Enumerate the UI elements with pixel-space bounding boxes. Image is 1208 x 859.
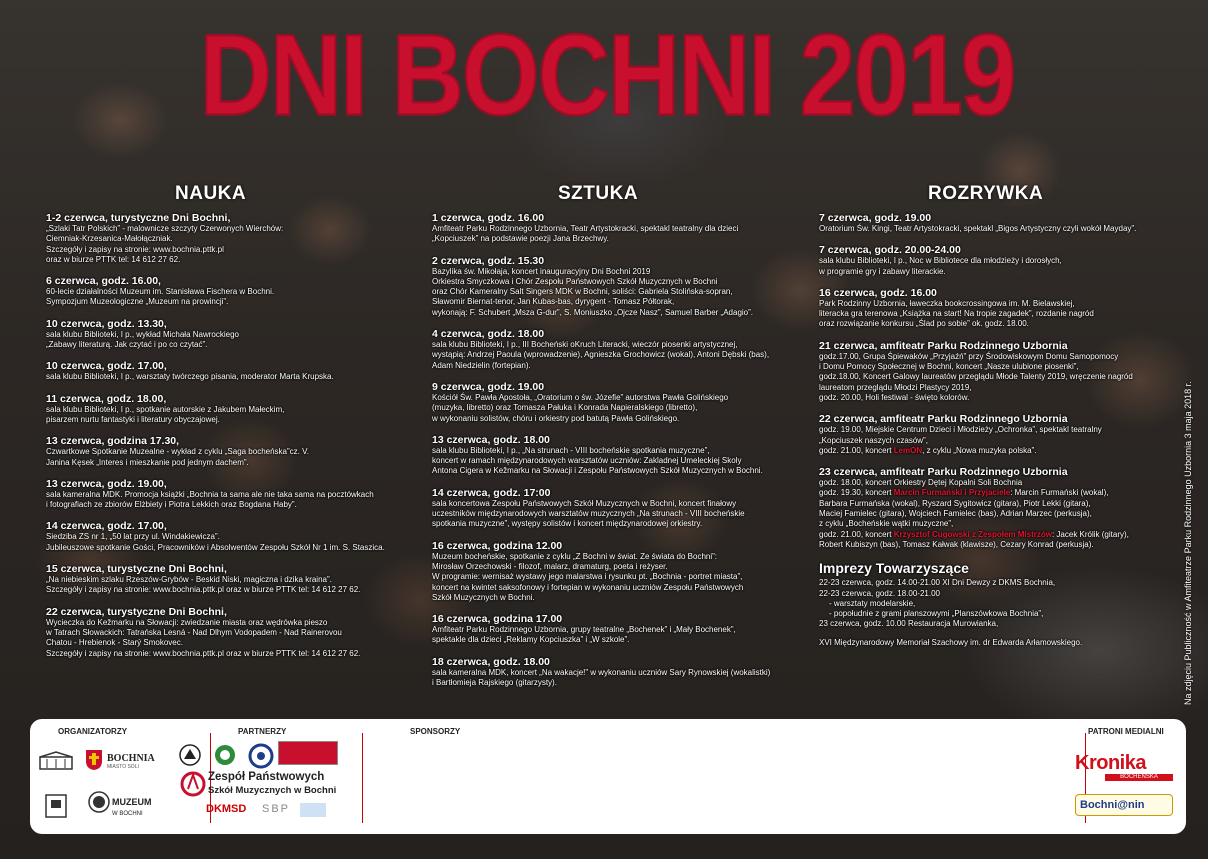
nauka-column (46, 212, 396, 669)
museum-logo-text: MUZEUM W BOCHNI (112, 797, 152, 817)
event-item (432, 328, 782, 371)
sponsors-heading: SPONSORZY (410, 727, 461, 736)
column-heading-sztuka: SZTUKA (558, 183, 639, 204)
event-date: 13 czerwca, godz. 18.00 (432, 433, 550, 446)
event-detail: Sławomir Biernat-tenor, Jan Kubas-bas, dyrygent - Tomasz Półtorak, (432, 297, 675, 307)
event-detail: oraz rozwiązanie konkursu „Ślad po sobie” ok. godz. 18.00. (819, 319, 1029, 329)
bochnia-crest-icon (85, 749, 103, 771)
event-detail: Szkół Muzycznych w Bochni. (432, 592, 535, 602)
event-detail: spektakle dla dzieci „Reklamy Kopciuszka” i „W szkole”. (432, 635, 630, 645)
event-date: 11 czerwca, godz. 18.00, (46, 392, 167, 405)
event-date: 16 czerwca, godzina 12.00 (432, 539, 563, 552)
event-item (46, 275, 396, 308)
bochnia-city-logo: BOCHNIA MIASTO SOLI (85, 749, 170, 773)
event-detail: sala kameralna MDK. Promocja książki „Bochnia ta sama ale nie taka sama na pocztówkach (46, 489, 374, 499)
sztuka-column (432, 212, 782, 698)
partner-badge-icon (178, 743, 202, 767)
event-detail: wystąpią: Andrzej Paoula (wprowadzenie), Agnieszka Grochowicz (wokal), Antoni Dębski (bas), (432, 350, 770, 360)
event-detail: Amfiteatr Parku Rodzinnego Uzbornia, Teatr Artystokracki, spektakl teatralny dla dzieci (432, 224, 739, 233)
event-detail: Siedziba ZS nr 1, „50 lat przy ul. Windakiewicza”. (46, 532, 220, 542)
event-item (819, 244, 1164, 277)
event-detail: 60-lecie działalności Muzeum im. Stanisława Fischera w Bochni. (46, 287, 275, 297)
event-date: 1 czerwca, godz. 16.00 (432, 212, 545, 224)
event-detail: uczestników międzynarodowych warsztatów muzycznych „Na strunach - VIII bocheńskie (432, 509, 745, 519)
partner-blue-logo-icon (248, 743, 274, 769)
event-date: 10 czerwca, godz. 13.30, (46, 317, 167, 330)
event-detail: Park Rodzinny Uzbornia, ławeczka bookcrossingowa im. M. Bielawskiej, (819, 298, 1075, 308)
event-detail: z cyklu „Bocheńskie wątki muzyczne”, (819, 519, 954, 529)
extras-line: 22-23 czerwca, godz. 18.00-21.00 (819, 588, 940, 598)
event-detail: literacka gra terenowa „Książka na start! Na tropie zagadek”, rozdanie nagród (819, 309, 1094, 319)
highlighted-performer: LemON (893, 445, 923, 455)
event-detail: Szczegóły i zapisy na stronie: www.bochnia.pttk.pl oraz w biurze PTTK tel: 14 612 27 62. (46, 648, 361, 658)
kronika-bochenska-logo: Kronika BOCHEŃSKA (1075, 752, 1173, 780)
event-detail: Szczegóły i zapisy na stronie: www.bochnia.pttk.pl oraz w biurze PTTK tel: 14 612 27 62. (46, 585, 361, 595)
event-item (432, 212, 782, 245)
event-detail: Robert Kubiszyn (bas), Tomasz Kałwak (klawisze), Cezary Konrad (perkusja). (819, 539, 1094, 549)
event-detail: „Na niebieskim szlaku Rzeszów-Grybów - Beskid Niski, magiczna i dzika kraina”. (46, 575, 332, 585)
event-detail: godz. 18.00, koncert Orkiestry Dętej Kopalni Soli Bochnia (819, 478, 1023, 488)
event-detail: Adam Niedzielin (fortepian). (432, 360, 531, 370)
event-item (46, 435, 396, 468)
event-detail: „Kopciuszek” na podstawie poezji Jana Brzechwy. (432, 234, 609, 244)
event-detail: godz.18.00, Koncert Galowy laureatów przeglądu Młode Talenty 2019, wręczenie nagród (819, 372, 1133, 382)
organizers-heading: ORGANIZATORZY (58, 727, 128, 736)
column-heading-nauka: NAUKA (175, 183, 247, 204)
event-item (46, 478, 396, 511)
event-detail: godz. 20.00, Holi festiwal - święto kolorów. (819, 392, 970, 402)
highlighted-performer: Marcin Furmański i Przyjaciele (893, 488, 1011, 498)
event-detail: Antona Cigera w Kežmarku na Słowacji i Zespołu Państwowych Szkół Muzycznych w Bochni. (432, 466, 763, 476)
event-detail: laureatom przeglądu Młodzi Plastycy 2019, (819, 382, 972, 392)
event-detail: sala kameralna MDK, koncert „Na wakacje!” w wykonaniu uczniów Sary Rynowskiej (wokalistki) (432, 667, 771, 677)
event-detail: Amfiteatr Parku Rodzinnego Uzbornia, grupy teatralne „Bochenek” i „Mały Bochenek”, (432, 625, 736, 635)
event-date: 7 czerwca, godz. 20.00-24.00 (819, 244, 961, 257)
event-date: 1-2 czerwca, turystyczne Dni Bochni, (46, 212, 231, 224)
event-detail: Oratorium Św. Kingi, Teatr Artystokracki, spektakl „Bigos Artystyczny czyli wokół Mayday”. (819, 224, 1137, 233)
event-date: 16 czerwca, godz. 16.00 (819, 286, 937, 299)
zespol-szkol-logo (38, 789, 74, 823)
event-item (819, 212, 1164, 234)
event-item (432, 613, 782, 646)
rozrywka-events (819, 212, 1164, 550)
sponsor-footer (30, 719, 1186, 834)
event-date: 13 czerwca, godzina 17.30, (46, 435, 180, 448)
event-item (819, 413, 1164, 456)
photo-credit: Na zdjęciu Publiczność w Amfiteatrze Parku Rodzinnego Uzbornia 3 maja 2018 r. (1183, 381, 1193, 705)
event-detail: w programie gry i zabawy literackie. (819, 266, 946, 276)
event-detail: Sympozjum Muzeologiczne „Muzeum na prowincji”. (46, 297, 229, 307)
music-school-icon (180, 769, 206, 799)
event-detail: sala klubu Biblioteki, I p., Noc w Bibliotece dla młodzieży i dorosłych, (819, 256, 1062, 266)
event-detail: sala klubu Biblioteki, I p., III Bocheński oKruch Literacki, wieczór piosenki artystycznej, (432, 340, 738, 350)
extras-line: - popołudnie z grami planszowymi „Planszówkowa Bochnia”, (829, 609, 1044, 619)
partner-small-logo-icon (300, 803, 326, 817)
event-detail: „Szlaki Tatr Polskich” - malownicze szczyty Czerwonych Wierchów: (46, 224, 284, 233)
event-detail: sala klubu Biblioteki, I p., warsztaty twórczego pisania, moderator Marta Krupska. (46, 372, 334, 382)
event-detail: godz. 21.00, koncert Krzysztof Cugowski z Zespołem Mistrzów: Jacek Królik (gitary), (819, 529, 1129, 539)
extras-line: 23 czerwca, godz. 10.00 Restauracja Murowianka, (819, 619, 999, 629)
event-item (819, 466, 1164, 550)
event-date: 22 czerwca, amfiteatr Parku Rodzinnego Uzbornia (819, 413, 1068, 426)
media-patrons-heading: PATRONI MEDIALNI (1088, 727, 1164, 736)
event-date: 18 czerwca, godz. 18.00 (432, 655, 550, 668)
event-detail: pisarzem nurtu fantastyki i literatury obyczajowej. (46, 414, 220, 424)
event-detail: sala klubu Biblioteki, I p., wykład Michała Nawrockiego (46, 329, 239, 339)
event-date: 15 czerwca, turystyczne Dni Bochni, (46, 563, 227, 576)
event-date: 6 czerwca, godz. 16.00, (46, 275, 161, 288)
event-date: 9 czerwca, godz. 19.00 (432, 380, 545, 393)
event-detail: koncert w ramach międzynarodowych warsztatów uczniów: Zakladnej Umeleckiej Skoly (432, 456, 742, 466)
bochninin-logo: Bochni@nin (1075, 794, 1173, 816)
divider (362, 733, 363, 823)
event-item (432, 540, 782, 603)
extras-line: 22-23 czerwca, godz. 14.00-21.00 XI Dni Dewzy z DKMS Bochnia, (819, 578, 1056, 588)
event-detail: spotkania muzyczne”, występy solistów i koncert międzynarodowej orkiestry. (432, 519, 703, 529)
event-detail: Wycieczka do Kežmarku na Słowacji: zwiedzanie miasta oraz wędrówka pieszo (46, 617, 328, 627)
event-item (432, 255, 782, 318)
event-detail: sala koncertowa Zespołu Państwowych Szkół Muzycznych w Bochni, koncert finałowy (432, 498, 737, 508)
event-item (432, 656, 782, 689)
event-item (819, 287, 1164, 330)
event-detail: i fotografiach ze zbiorów Elżbiety i Piotra Lekkich oraz Bogdana Haby”. (46, 500, 297, 510)
extras-lines (819, 578, 1164, 648)
event-detail: Mirosław Orzechowski - filozof, malarz, dramaturg, poeta i reżyser. (432, 561, 668, 571)
event-date: 10 czerwca, godz. 17.00, (46, 360, 167, 373)
sbp-logo: SBP (262, 803, 291, 815)
event-detail: Chatou - Hrebienok - Starý Smokovec. (46, 638, 183, 648)
event-detail: Janina Kęsek „Interes i mieszkanie pod jednym dachem”. (46, 457, 249, 467)
event-date: 14 czerwca, godz. 17:00 (432, 486, 551, 499)
event-detail: godz.17.00, Grupa Śpiewaków „Przyjaźń” przy Środowiskowym Domu Samopomocy (819, 351, 1119, 361)
event-item (46, 520, 396, 553)
event-detail: (muzyka, libretto) oraz Tomasza Pałuka i Konrada Napieralskiego (libretto), (432, 403, 698, 413)
event-detail: godz. 19.30, koncert Marcin Furmański i Przyjaciele: Marcin Furmański (wokal), (819, 488, 1109, 498)
event-date: 16 czerwca, godzina 17.00 (432, 613, 563, 626)
event-detail: godz. 19.00, Miejskie Centrum Dzieci i Młodzieży „Ochronka”, spektakl teatralny (819, 425, 1102, 435)
event-detail: Barbara Furmańska (wokal), Ryszard Sygitowicz (gitara), Piotr Lekki (gitara), (819, 498, 1091, 508)
event-item (46, 360, 396, 382)
highlighted-performer: Krzysztof Cugowski z Zespołem Mistrzów (893, 529, 1052, 539)
event-item (432, 381, 782, 424)
event-detail: W programie: wernisaż wystawy jego malarstwa i rysunku pt. „Bochnia - portret miasta”, (432, 572, 743, 582)
rozrywka-column (819, 212, 1164, 648)
music-school-logo: Zespół Państwowych Szkół Muzycznych w Bochni (180, 769, 350, 809)
event-detail: wykonają: F. Schubert „Msza G-dur”, S. Moniuszko „Ojcze Nasz”, Samuel Barber „Adagio”. (432, 307, 753, 317)
event-date: 14 czerwca, godz. 17.00, (46, 520, 167, 533)
event-detail: sala klubu Biblioteki, I p., spotkanie autorskie z Jakubem Małeckim, (46, 404, 285, 414)
event-detail: Szczegóły i zapisy na stronie: www.bochnia.pttk.pl (46, 244, 224, 254)
event-detail: koncert na kwintet saksofonowy i fortepian w wykonaniu uczniów Zespołu Państwowych (432, 582, 744, 592)
event-detail: i Domu Pomocy Społecznej w Bochni, koncert „Nasze ulubione piosenki”, (819, 362, 1079, 372)
extras-line: XVI Międzynarodowy Memoriał Szachowy im. dr Edwarda Arłamowskiego. (819, 637, 1083, 647)
partner-red-banner-icon (278, 741, 338, 765)
dkmsd-logo: DKMSD (206, 803, 247, 815)
column-heading-rozrywka: ROZRYWKA (928, 183, 1044, 204)
poster-title: DNI BOCHNI 2019 (199, 11, 1015, 140)
event-date: 22 czerwca, turystyczne Dni Bochni, (46, 605, 227, 618)
event-date: 4 czerwca, godz. 18.00 (432, 328, 545, 341)
event-detail: w Tatrach Słowackich: Tatrańska Lesná - Nad Dlhym Vodopadem - Nad Rainerovou (46, 627, 342, 637)
event-item (432, 487, 782, 530)
event-detail: Jubileuszowe spotkanie Gości, Pracowników i Absolwentów Zespołu Szkół Nr 1 im. S. Staszica. (46, 542, 385, 552)
event-detail: Muzeum bocheńskie, spotkanie z cyklu „Z Bochni w świat. Ze świata do Bochni”: (432, 551, 718, 561)
event-detail: oraz Chór Kameralny Salt Singers MDK w Bochni, soliści: Gabriela Stolińska-sopran, (432, 287, 733, 297)
library-logo (36, 749, 76, 773)
event-detail: Kościół Św. Pawła Apostoła, „Oratorium o św. Józefie” autorstwa Pawła Golińskiego (432, 392, 729, 402)
event-detail: Maciej Famielec (gitara), Wojciech Famielec (bas), Adrian Marzec (perkusja), (819, 509, 1092, 519)
event-detail: Czwartkowe Spotkanie Muzealne - wykład z cyklu „Saga bocheńska”cz. V. (46, 447, 309, 457)
event-detail: i Bartłomieja Rajskiego (gitarzysty). (432, 678, 557, 688)
event-item (46, 606, 396, 659)
event-date: 2 czerwca, godz. 15.30 (432, 254, 545, 267)
event-item (46, 563, 396, 596)
event-detail: godz. 21.00, koncert LemON, z cyklu „Nowa muzyka polska”. (819, 445, 1037, 455)
event-detail: Bazylika św. Mikołaja, koncert inauguracyjny Dni Bochni 2019 (432, 266, 651, 276)
event-item (819, 340, 1164, 403)
event-detail: „Kopciuszek naszych czasów”, (819, 435, 928, 445)
museum-seal-icon (88, 791, 110, 813)
partners-heading: PARTNERZY (238, 727, 287, 736)
extras-line: - warsztaty modelarskie, (829, 598, 916, 608)
event-detail: sala klubu Biblioteki, I p., „Na strunach - VIII bocheńskie spotkania muzyczne”, (432, 445, 710, 455)
event-detail: Orkiestra Smyczkowa i Chór Zespołu Państwowych Szkół Muzycznych w Bochni (432, 276, 718, 286)
event-date: 7 czerwca, godz. 19.00 (819, 212, 932, 224)
event-detail: Ciemniak-Krzesanica-Małołączniak. (46, 234, 173, 244)
event-item (46, 393, 396, 426)
partner-green-logo-icon (212, 743, 238, 767)
event-item (432, 434, 782, 477)
event-item (46, 212, 396, 265)
event-detail: oraz w biurze PTTK tel: 14 612 27 62. (46, 254, 181, 264)
event-date: 23 czerwca, amfiteatr Parku Rodzinnego Uzbornia (819, 466, 1068, 479)
extras-section (819, 560, 1164, 648)
event-detail: „Zabawy literaturą. Jak czytać i po co czytać”. (46, 340, 208, 350)
event-detail: w wykonaniu solistów, chóru i orkiestry pod batutą Pawła Golińskiego. (432, 413, 680, 423)
extras-title: Imprezy Towarzyszące (819, 560, 969, 577)
event-date: 13 czerwca, godz. 19.00, (46, 477, 167, 490)
event-date: 21 czerwca, amfiteatr Parku Rodzinnego Uzbornia (819, 339, 1068, 352)
event-item (46, 318, 396, 351)
